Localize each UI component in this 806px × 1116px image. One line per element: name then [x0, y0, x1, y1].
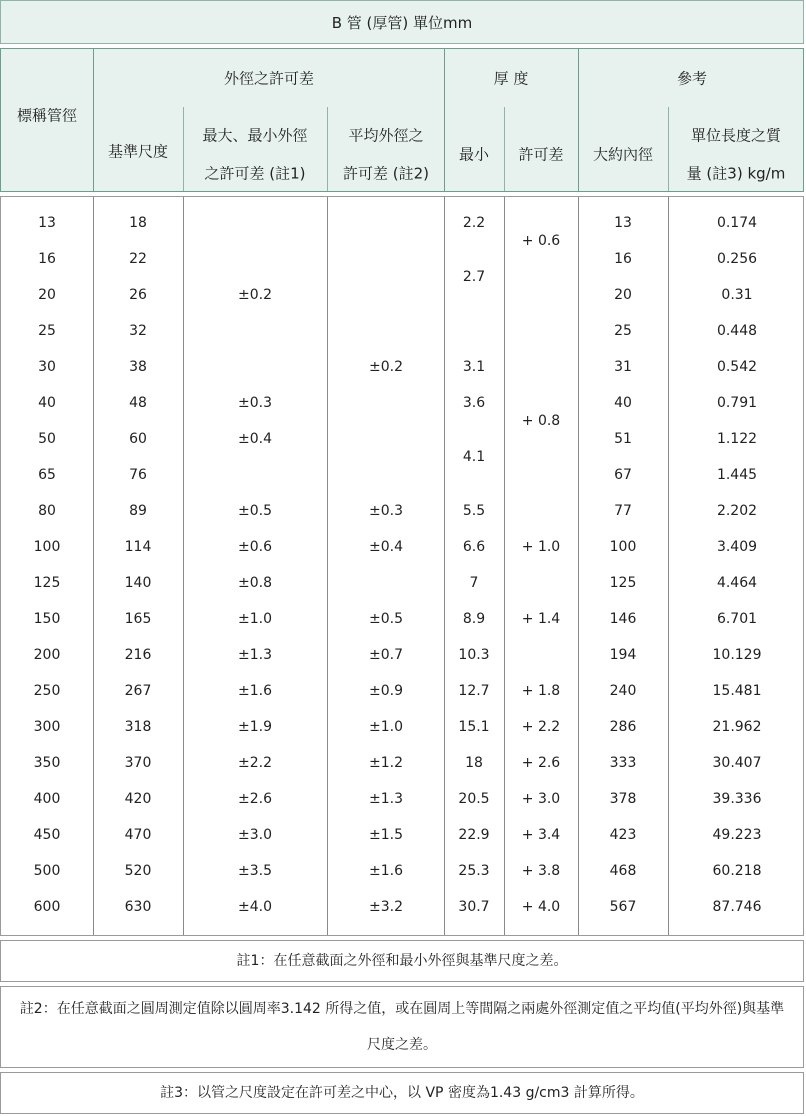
- cell-maxmin-tolerance: ±3.0: [238, 827, 272, 843]
- cell-inner-diameter: 51: [614, 431, 632, 447]
- header-divider: [183, 107, 184, 191]
- cell-thickness-min: 6.6: [462, 539, 486, 555]
- cell-nominal-size: 500: [33, 863, 61, 879]
- cell-unit-mass: 0.448: [716, 323, 758, 339]
- header-thickness-min: 最小: [458, 145, 490, 164]
- cell-average-tolerance: ±0.2: [369, 359, 403, 375]
- cell-unit-mass: 2.202: [716, 503, 758, 519]
- cell-thickness-tolerance: + 0.8: [521, 413, 561, 429]
- cell-nominal-size: 200: [33, 647, 61, 663]
- cell-base-size: 22: [129, 251, 147, 267]
- title-text: B 管 (厚管) 單位mm: [331, 13, 473, 32]
- cell-thickness-min: 30.7: [458, 899, 490, 915]
- cell-base-size: 89: [129, 503, 147, 519]
- cell-thickness-min: 12.7: [458, 683, 490, 699]
- cell-nominal-size: 300: [33, 719, 61, 735]
- cell-average-tolerance: ±3.2: [369, 899, 403, 915]
- cell-unit-mass: 1.122: [716, 431, 758, 447]
- cell-inner-diameter: 567: [609, 899, 637, 915]
- cell-inner-diameter: 40: [614, 395, 632, 411]
- note-3-text: 註3：以管之尺度設定在許可差之中心，以 VP 密度為1.43 g/cm3 計算所得。: [160, 1085, 644, 1101]
- cell-average-tolerance: ±0.5: [369, 611, 403, 627]
- header-mass-line1: 單位長度之質: [690, 126, 782, 145]
- cell-inner-diameter: 468: [609, 863, 637, 879]
- cell-base-size: 216: [124, 647, 152, 663]
- cell-average-tolerance: ±1.5: [369, 827, 403, 843]
- cell-thickness-tolerance: + 3.0: [521, 791, 561, 807]
- cell-nominal-size: 450: [33, 827, 61, 843]
- cell-average-tolerance: ±1.2: [369, 755, 403, 771]
- cell-inner-diameter: 20: [614, 287, 632, 303]
- cell-unit-mass: 0.174: [716, 215, 758, 231]
- cell-thickness-min: 3.6: [462, 395, 486, 411]
- cell-base-size: 26: [129, 287, 147, 303]
- cell-thickness-tolerance: + 2.2: [521, 719, 561, 735]
- cell-base-size: 165: [124, 611, 152, 627]
- cell-nominal-size: 125: [33, 575, 61, 591]
- cell-unit-mass: 4.464: [716, 575, 758, 591]
- cell-base-size: 114: [124, 539, 152, 555]
- cell-nominal-size: 25: [38, 323, 56, 339]
- cell-base-size: 630: [124, 899, 152, 915]
- cell-nominal-size: 20: [38, 287, 56, 303]
- cell-maxmin-tolerance: ±0.3: [238, 395, 272, 411]
- cell-average-tolerance: ±0.4: [369, 539, 403, 555]
- table-header: [0, 48, 804, 192]
- cell-thickness-tolerance: + 1.8: [521, 683, 561, 699]
- header-inner-diameter: 大約內徑: [592, 145, 654, 164]
- cell-inner-diameter: 423: [609, 827, 637, 843]
- cell-maxmin-tolerance: ±1.3: [238, 647, 272, 663]
- cell-nominal-size: 100: [33, 539, 61, 555]
- header-divider: [504, 107, 505, 191]
- cell-thickness-min: 4.1: [462, 449, 486, 465]
- column-divider: [93, 197, 94, 935]
- cell-base-size: 76: [129, 467, 147, 483]
- cell-inner-diameter: 13: [614, 215, 632, 231]
- cell-unit-mass: 0.256: [716, 251, 758, 267]
- cell-unit-mass: 30.407: [712, 755, 762, 771]
- cell-inner-diameter: 240: [609, 683, 637, 699]
- cell-unit-mass: 60.218: [712, 863, 762, 879]
- header-avg-line1: 平均外徑之: [348, 126, 424, 145]
- cell-thickness-min: 25.3: [458, 863, 490, 879]
- cell-average-tolerance: ±0.9: [369, 683, 403, 699]
- cell-maxmin-tolerance: ±0.5: [238, 503, 272, 519]
- cell-unit-mass: 6.701: [716, 611, 758, 627]
- note-2-text: 註2：在任意截面之圓周測定值除以圓周率3.142 所得之值，或在圓周上等間隔之兩處外徑測定值之平均值(平均外徑)與基準尺度之差。: [19, 1001, 785, 1053]
- column-divider: [668, 197, 669, 935]
- cell-maxmin-tolerance: ±0.4: [238, 431, 272, 447]
- cell-inner-diameter: 125: [609, 575, 637, 591]
- cell-thickness-min: 20.5: [458, 791, 490, 807]
- cell-thickness-min: 7: [469, 575, 479, 591]
- cell-inner-diameter: 100: [609, 539, 637, 555]
- column-divider: [444, 197, 445, 935]
- cell-thickness-min: 22.9: [458, 827, 490, 843]
- cell-unit-mass: 87.746: [712, 899, 762, 915]
- cell-unit-mass: 49.223: [712, 827, 762, 843]
- cell-nominal-size: 350: [33, 755, 61, 771]
- header-divider: [327, 107, 328, 191]
- cell-nominal-size: 150: [33, 611, 61, 627]
- header-maxmin-line1: 最大、最小外徑: [202, 126, 308, 145]
- cell-maxmin-tolerance: ±3.5: [238, 863, 272, 879]
- cell-nominal-size: 16: [38, 251, 56, 267]
- cell-inner-diameter: 286: [609, 719, 637, 735]
- header-maxmin-line2: 之許可差 (註1): [204, 164, 306, 183]
- cell-thickness-min: 5.5: [462, 503, 486, 519]
- cell-base-size: 48: [129, 395, 147, 411]
- cell-thickness-min: 8.9: [462, 611, 486, 627]
- header-divider: [668, 107, 669, 191]
- cell-thickness-min: 15.1: [458, 719, 490, 735]
- column-divider: [504, 197, 505, 935]
- cell-inner-diameter: 31: [614, 359, 632, 375]
- cell-unit-mass: 0.791: [716, 395, 758, 411]
- cell-base-size: 420: [124, 791, 152, 807]
- cell-average-tolerance: ±0.3: [369, 503, 403, 519]
- cell-inner-diameter: 67: [614, 467, 632, 483]
- cell-base-size: 32: [129, 323, 147, 339]
- header-od-group: 外徑之許可差: [223, 69, 315, 88]
- note-2: [0, 986, 804, 1068]
- cell-maxmin-tolerance: ±1.9: [238, 719, 272, 735]
- cell-average-tolerance: ±1.0: [369, 719, 403, 735]
- cell-thickness-min: 2.7: [462, 269, 486, 285]
- cell-thickness-tolerance: + 2.6: [521, 755, 561, 771]
- cell-unit-mass: 3.409: [716, 539, 758, 555]
- cell-thickness-tolerance: + 3.4: [521, 827, 561, 843]
- cell-thickness-tolerance: + 1.0: [521, 539, 561, 555]
- header-divider: [444, 49, 445, 191]
- cell-thickness-tolerance: + 1.4: [521, 611, 561, 627]
- cell-inner-diameter: 77: [614, 503, 632, 519]
- cell-nominal-size: 65: [38, 467, 56, 483]
- cell-inner-diameter: 16: [614, 251, 632, 267]
- cell-thickness-min: 10.3: [458, 647, 490, 663]
- cell-average-tolerance: ±1.6: [369, 863, 403, 879]
- cell-thickness-min: 18: [465, 755, 483, 771]
- cell-unit-mass: 39.336: [712, 791, 762, 807]
- cell-base-size: 18: [129, 215, 147, 231]
- header-avg-line2: 許可差 (註2): [342, 164, 430, 183]
- cell-nominal-size: 40: [38, 395, 56, 411]
- cell-base-size: 318: [124, 719, 152, 735]
- header-reference-group: 參考: [676, 69, 708, 88]
- cell-average-tolerance: ±1.3: [369, 791, 403, 807]
- cell-thickness-min: 3.1: [462, 359, 486, 375]
- cell-thickness-min: 2.2: [462, 215, 486, 231]
- note-3: [0, 1072, 804, 1114]
- cell-unit-mass: 1.445: [716, 467, 758, 483]
- cell-nominal-size: 400: [33, 791, 61, 807]
- header-mass-line2: 量 (註3) kg/m: [686, 164, 786, 183]
- cell-inner-diameter: 25: [614, 323, 632, 339]
- table-body: [0, 196, 804, 936]
- cell-maxmin-tolerance: ±2.6: [238, 791, 272, 807]
- cell-base-size: 38: [129, 359, 147, 375]
- note-1-text: 註1：在任意截面之外徑和最小外徑與基準尺度之差。: [236, 953, 568, 969]
- column-divider: [327, 197, 328, 935]
- cell-base-size: 370: [124, 755, 152, 771]
- cell-inner-diameter: 333: [609, 755, 637, 771]
- header-divider: [93, 49, 94, 191]
- cell-nominal-size: 50: [38, 431, 56, 447]
- note-1: [0, 940, 804, 982]
- cell-thickness-tolerance: + 3.8: [521, 863, 561, 879]
- table-title: [0, 0, 804, 44]
- cell-nominal-size: 600: [33, 899, 61, 915]
- cell-maxmin-tolerance: ±1.0: [238, 611, 272, 627]
- cell-base-size: 140: [124, 575, 152, 591]
- cell-maxmin-tolerance: ±4.0: [238, 899, 272, 915]
- header-thickness-tolerance: 許可差: [518, 145, 564, 164]
- cell-thickness-tolerance: + 0.6: [521, 233, 561, 249]
- cell-inner-diameter: 146: [609, 611, 637, 627]
- cell-maxmin-tolerance: ±0.2: [238, 287, 272, 303]
- cell-base-size: 267: [124, 683, 152, 699]
- cell-unit-mass: 21.962: [712, 719, 762, 735]
- header-base-size: 基準尺度: [107, 142, 169, 161]
- cell-base-size: 520: [124, 863, 152, 879]
- cell-unit-mass: 10.129: [712, 647, 762, 663]
- cell-nominal-size: 13: [38, 215, 56, 231]
- cell-maxmin-tolerance: ±0.8: [238, 575, 272, 591]
- cell-unit-mass: 0.542: [716, 359, 758, 375]
- header-nominal: 標稱管徑: [16, 106, 78, 125]
- cell-nominal-size: 30: [38, 359, 56, 375]
- cell-inner-diameter: 194: [609, 647, 637, 663]
- cell-inner-diameter: 378: [609, 791, 637, 807]
- cell-unit-mass: 15.481: [712, 683, 762, 699]
- cell-maxmin-tolerance: ±0.6: [238, 539, 272, 555]
- cell-maxmin-tolerance: ±1.6: [238, 683, 272, 699]
- header-divider: [578, 49, 579, 191]
- cell-maxmin-tolerance: ±2.2: [238, 755, 272, 771]
- column-divider: [578, 197, 579, 935]
- column-divider: [183, 197, 184, 935]
- header-thickness-group: 厚 度: [493, 69, 529, 88]
- cell-unit-mass: 0.31: [721, 287, 753, 303]
- cell-average-tolerance: ±0.7: [369, 647, 403, 663]
- cell-nominal-size: 250: [33, 683, 61, 699]
- cell-nominal-size: 80: [38, 503, 56, 519]
- cell-thickness-tolerance: + 4.0: [521, 899, 561, 915]
- cell-base-size: 60: [129, 431, 147, 447]
- cell-base-size: 470: [124, 827, 152, 843]
